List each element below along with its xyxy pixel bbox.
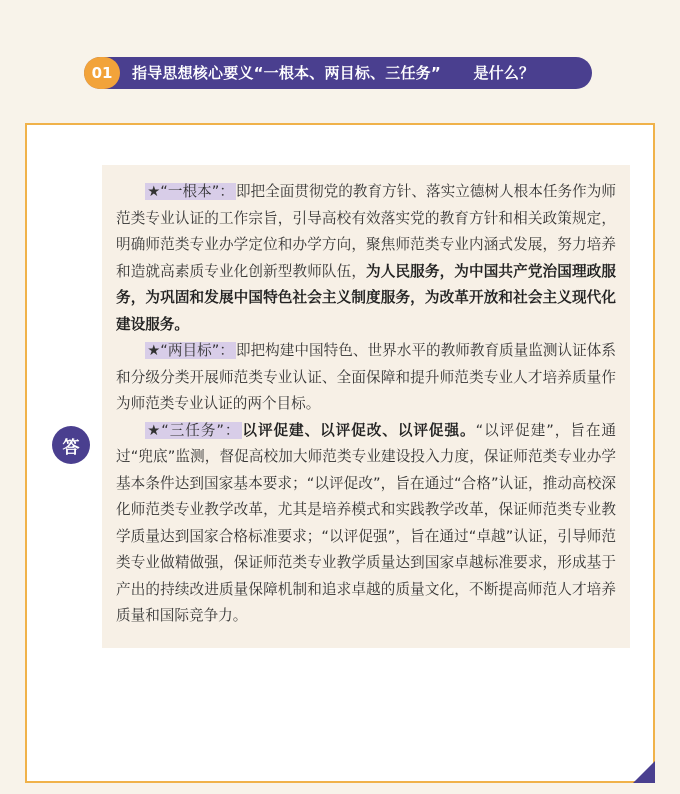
section-text: 即把全面贯彻党的教育方针、落实立德树人根本任务作为师范类专业认证的工作宗旨，引导高校有效落实党的教育方针和相关政策规定，明确师范类专业办学定位和办学方向，聚焦师范类专业内涵式发展，努力培养和造就高素质专业化创新型教师队伍， <box>116 183 616 280</box>
section-two-goals <box>116 338 616 418</box>
section-label: ★“两目标”： <box>147 342 234 359</box>
section-one-foundation <box>116 179 616 338</box>
section-tail-text: “以评促建”，旨在通过“兜底”监测，督促高校加大师范类专业建设投入力度，保证师范类专业办学基本条件达到国家基本要求；“以评促改”，旨在通过“合格”认证，推动高校深化师范类专业教学改革，尤其是培养模式和实践教学改革，保证师范类专业教学质量达到国家合格标准要求；“以评促强”，旨在通过“卓越”认证，引导师范类专业做精做强，保证师范类专业教学质量达到国家卓越标准要求，形成基于产出的持续改进质量保障机制和追求卓越的质量文化，不断提高师范人才培养质量和国际竞争力。 <box>116 421 616 624</box>
answer-content <box>102 165 630 648</box>
section-label: ★“三任务”： <box>147 421 241 439</box>
section-text: 即把构建中国特色、世界水平的教师教育质量监测认证体系和分级分类开展师范类专业认证、全面保障和提升师范类专业人才培养质量作为师范类专业认证的两个目标。 <box>116 342 616 412</box>
question-title: 指导思想核心要义“一根本、两目标、三任务” 是什么？ <box>132 64 535 82</box>
section-three-tasks <box>116 418 616 630</box>
answer-badge: 答 <box>52 426 90 464</box>
section-label: ★“一根本”： <box>147 183 234 200</box>
question-number-badge: 01 <box>84 57 120 89</box>
section-bold-text: 以评促建、以评促改、以评促强。 <box>242 421 476 439</box>
section-bold-text: 为人民服务，为中国共产党治国理政服务，为巩固和发展中国特色社会主义制度服务，为改革开放和社会主义现代化建设服务。 <box>116 262 616 333</box>
corner-triangle-decoration <box>633 761 655 783</box>
